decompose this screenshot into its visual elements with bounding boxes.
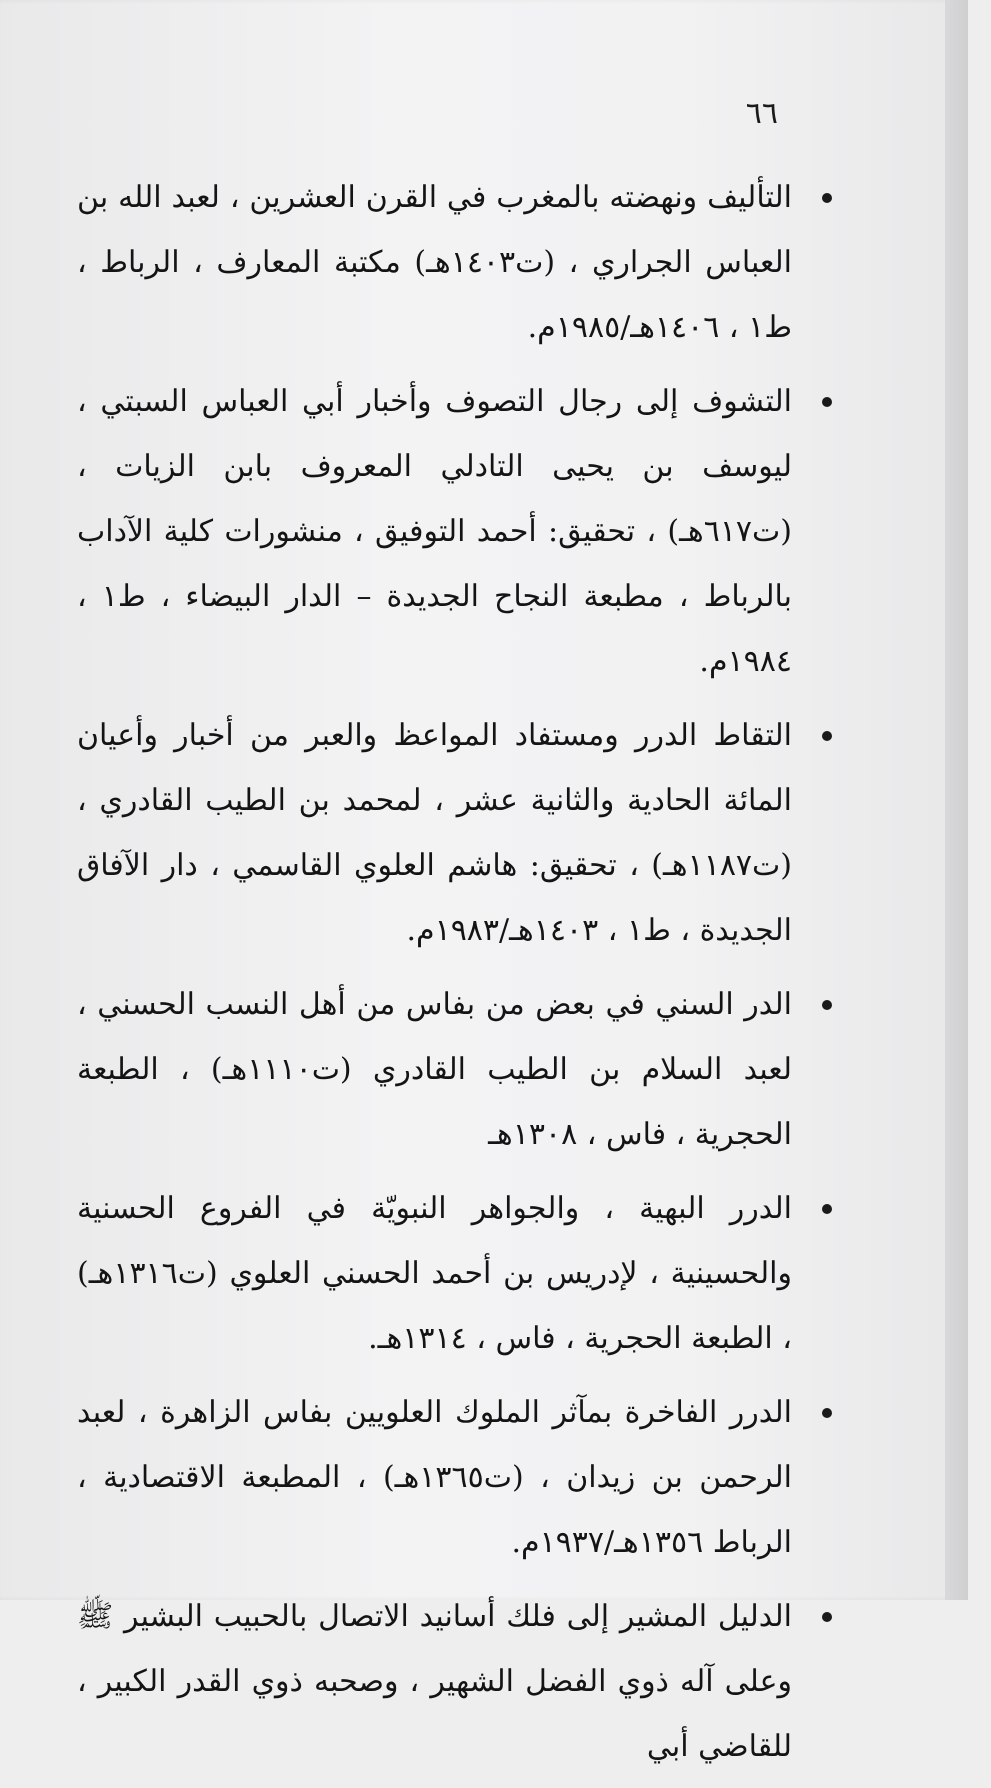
- bibliography-list: [77, 165, 792, 1788]
- entry-text: الدليل المشير إلى فلك أسانيد الاتصال بالحبيب البشير ﷺ وعلى آله ذوي الفضل الشهير ، وصحبه ذوي القدر الكبير ، للقاضي أبي: [77, 1599, 792, 1764]
- bullet-icon: [822, 1612, 832, 1622]
- bibliography-entry: [77, 1176, 792, 1371]
- bullet-icon: [822, 397, 832, 407]
- bibliography-entry: [77, 369, 792, 694]
- bibliography-entry: [77, 1380, 792, 1575]
- bullet-icon: [822, 731, 832, 741]
- entry-text: الدرر البهية ، والجواهر النبويّة في الفروع الحسنية والحسينية ، لإدريس بن أحمد الحسني العلوي (ت١٣١٦هـ) ، الطبعة الحجرية ، فاس ، ١٣١٤هـ.: [77, 1191, 792, 1356]
- bullet-icon: [822, 1204, 832, 1214]
- entry-text: التأليف ونهضته بالمغرب في القرن العشرين ، لعبد الله بن العباس الجراري ، (ت١٤٠٣هـ) مكتبة المعارف ، الرباط ، ط١ ، ١٤٠٦هـ/١٩٨٥م.: [77, 180, 792, 345]
- bullet-icon: [822, 1000, 832, 1010]
- entry-text: التقاط الدرر ومستفاد المواعظ والعبر من أخبار وأعيان المائة الحادية والثانية عشر ، لمحمد بن الطيب القادري ، (ت١١٨٧هـ) ، تحقيق: هاشم العلوي القاسمي ، دار الآفاق الجديدة ، ط١ ، ١٤٠٣هـ/١٩٨٣م.: [77, 718, 792, 948]
- bullet-icon: [822, 193, 832, 203]
- entry-text: الدرر الفاخرة بمآثر الملوك العلويين بفاس الزاهرة ، لعبد الرحمن بن زيدان ، (ت١٣٦٥هـ) ، المطبعة الاقتصادية ، الرباط ١٣٥٦هـ/١٩٣٧م.: [77, 1395, 792, 1560]
- bibliography-entry: [77, 703, 792, 963]
- bibliography-entry: [77, 972, 792, 1167]
- bibliography-entry: [77, 165, 792, 360]
- page-edge: [945, 0, 968, 1600]
- bibliography-entry: [77, 1584, 792, 1779]
- bullet-icon: [822, 1408, 832, 1418]
- entry-text: الدر السني في بعض من بفاس من أهل النسب الحسني ، لعبد السلام بن الطيب القادري (ت١١١٠هـ) ، الطبعة الحجرية ، فاس ، ١٣٠٨هـ: [77, 987, 793, 1152]
- entry-text: التشوف إلى رجال التصوف وأخبار أبي العباس السبتي ، ليوسف بن يحيى التادلي المعروف بابن الزيات ، (ت٦١٧هـ) ، تحقيق: أحمد التوفيق ، منشورات كلية الآداب بالرباط ، مطبعة النجاح الجديدة – الدار البيضاء ، ط١ ، ١٩٨٤م.: [77, 384, 792, 679]
- page-number: ٦٦: [745, 96, 778, 131]
